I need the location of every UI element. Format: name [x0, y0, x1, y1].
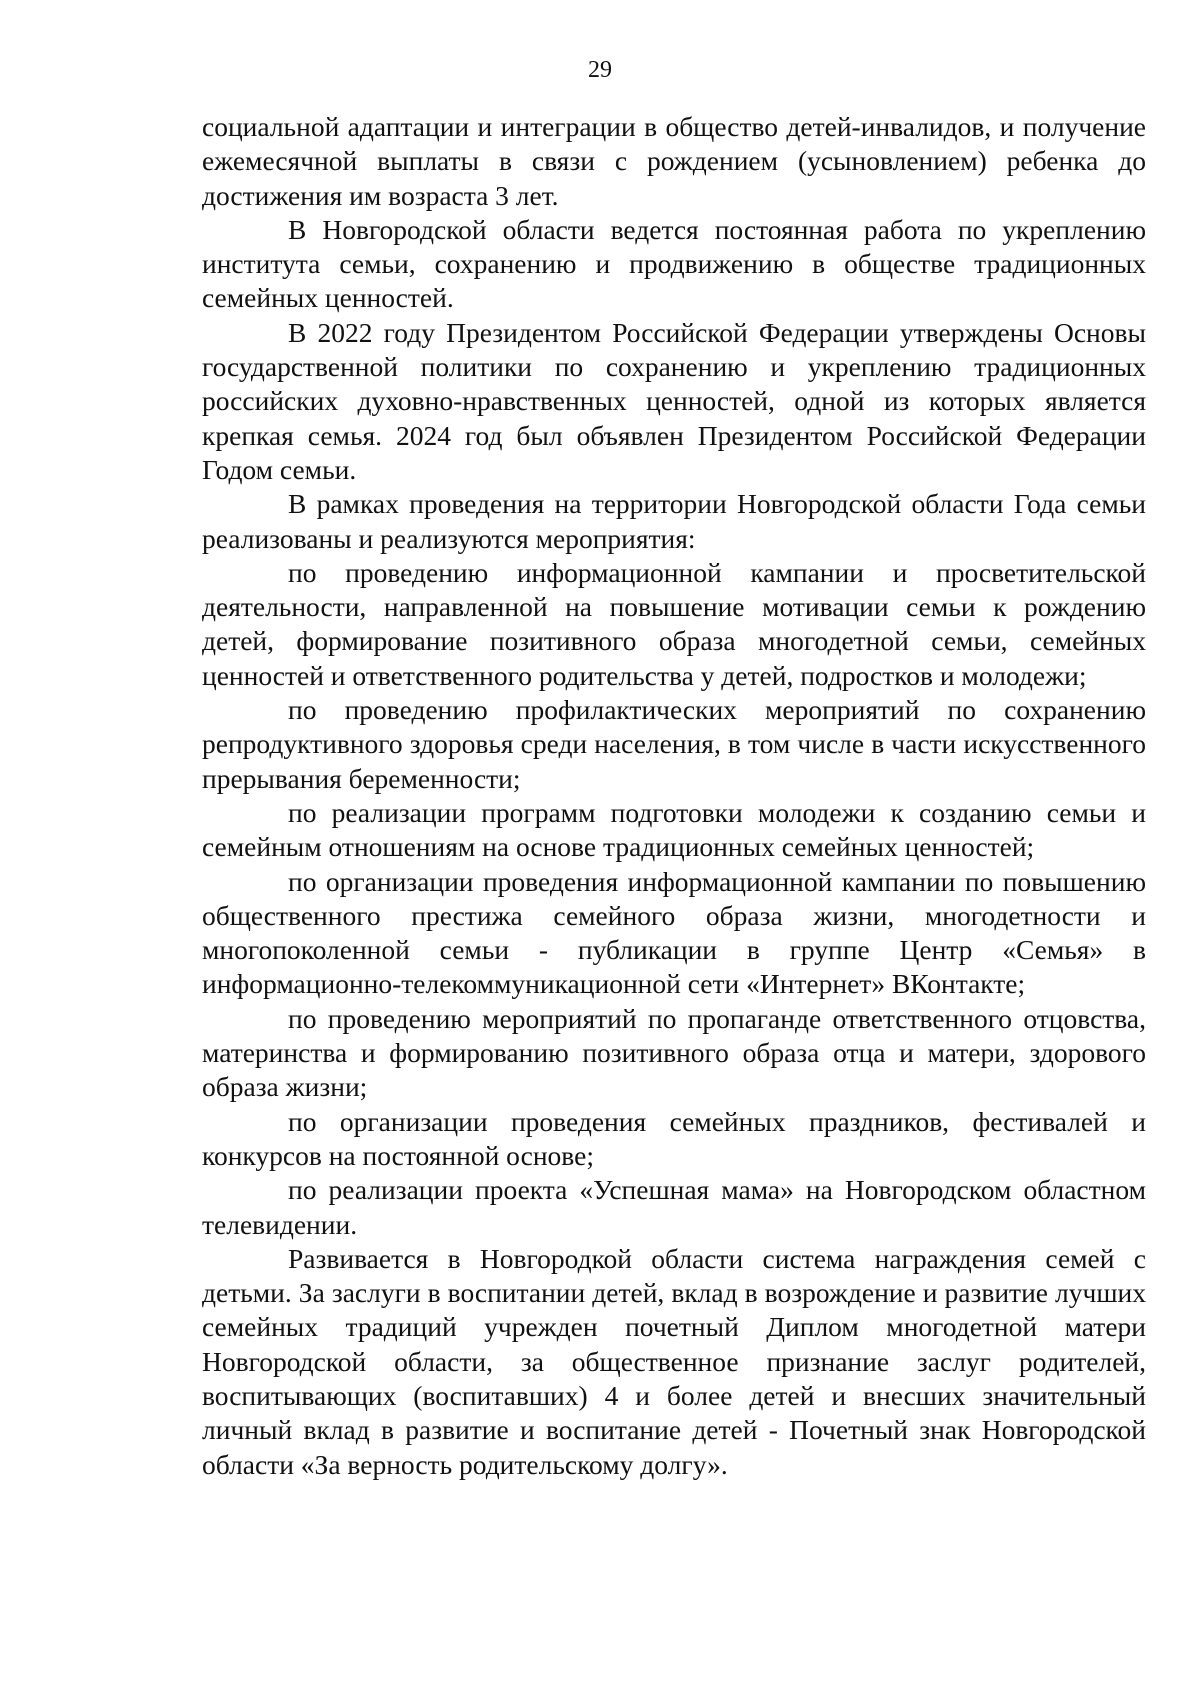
list-item: по проведению мероприятий по пропаганде ответственного отцовства, материнства и формированию позитивного образа отца и матери, здорового образа жизни; [202, 1002, 1146, 1103]
paragraph: Развивается в Новгородкой области система награждения семей с детьми. За заслуги в воспитании детей, вклад в возрождение и развитие лучших семейных традиций учрежден почетный Диплом многодетной матери Новгородской области, за общественное признание заслуг родителей, воспитывающих (воспитавших) 4 и более детей и внесших значительный личный вклад в развитие и воспитание детей - Почетный знак Новгородской области «За верность родительскому долгу». [202, 1242, 1146, 1480]
list-item: по реализации проекта «Успешная мама» на Новгородском областном телевидении. [202, 1174, 1146, 1240]
list-item: по реализации программ подготовки молодежи к созданию семьи и семейным отношениям на основе традиционных семейных ценностей; [202, 796, 1146, 863]
paragraph: социальной адаптации и интеграции в общество детей-инвалидов, и получение ежемесячной выплаты в связи с рождением (усыновлением) ребенка до достижения им возраста 3 лет. [202, 111, 1146, 211]
list-item: по проведению информационной кампании и просветительской деятельности, направленной на повышение мотивации семьи к рождению детей, формирование позитивного образа многодетной семьи, семейных ценностей и ответственного родительства у детей, подростков и молодежи; [202, 556, 1146, 691]
paragraph: В Новгородской области ведется постоянная работа по укреплению института семьи, сохранению и продвижению в обществе традиционных семейных ценностей. [202, 213, 1146, 314]
page-number: 29 [588, 57, 612, 83]
list-item: по организации проведения семейных праздников, фестивалей и конкурсов на постоянной основе; [202, 1105, 1146, 1171]
document-body [202, 110, 1146, 1482]
paragraph: В 2022 году Президентом Российской Федерации утверждены Основы государственной политики по сохранению и укреплению традиционных российских духовно-нравственных ценностей, одной из которых является крепкая семья. 2024 год был объявлен Президентом Российской Федерации Годом семьи. [202, 316, 1146, 485]
list-item: по организации проведения информационной кампании по повышению общественного престижа семейного образа жизни, многодетности и многопоколенной семьи - публикации в группе Центр «Семья» в информационно-телекоммуникационной сети «Интернет» ВКонтакте; [202, 865, 1146, 1000]
paragraph: В рамках проведения на территории Новгородской области Года семьи реализованы и реализуются мероприятия: [202, 488, 1146, 554]
list-item: по проведению профилактических мероприятий по сохранению репродуктивного здоровья среди населения, в том числе в части искусственного прерывания беременности; [202, 694, 1146, 794]
